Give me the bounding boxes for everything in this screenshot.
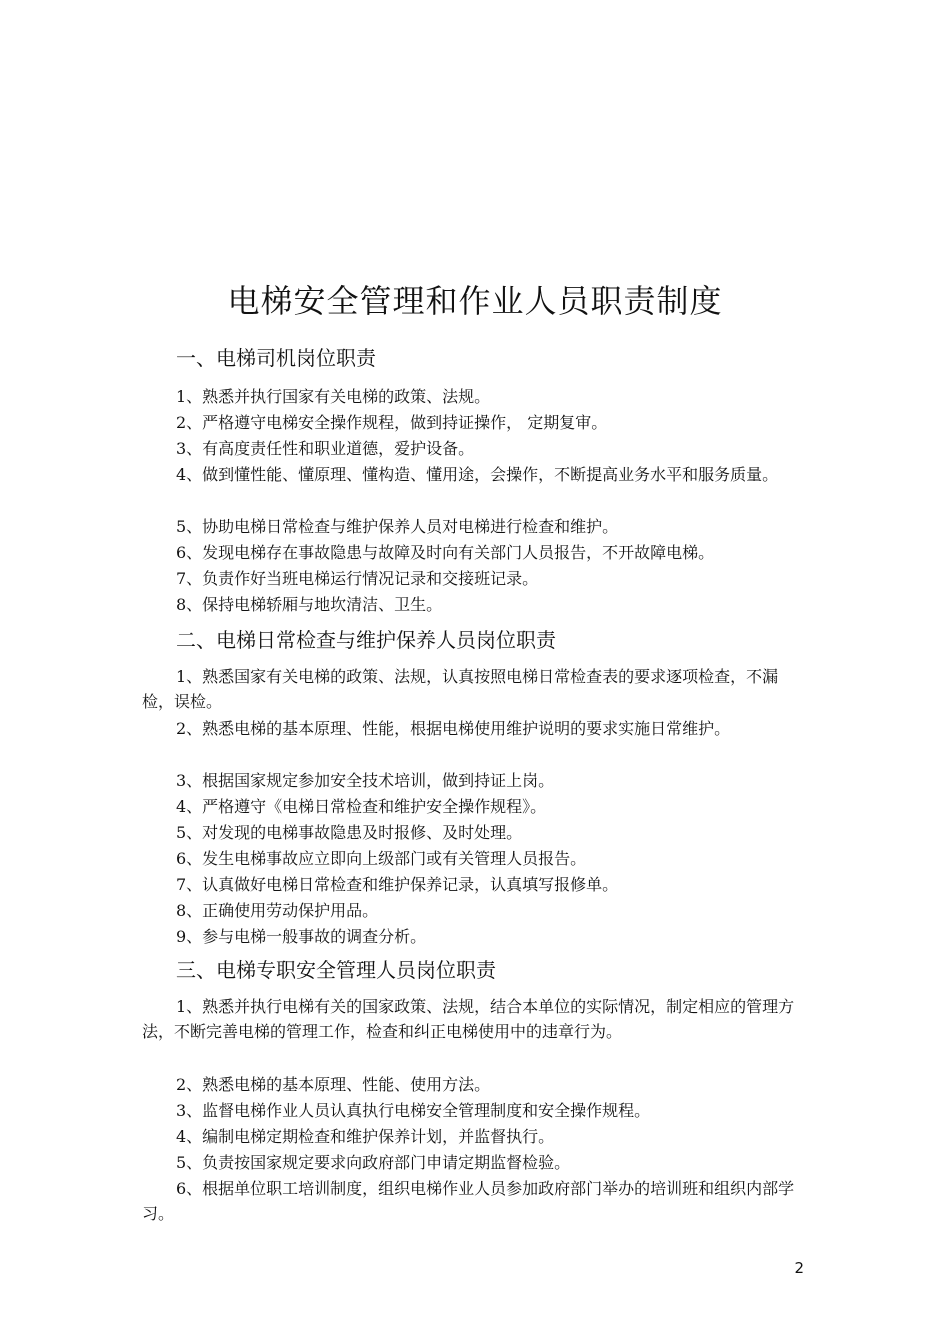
list-item: 6、发现电梯存在事故隐患与故障及时向有关部门人员报告，不开故障电梯。	[176, 543, 715, 562]
list-item: 4、做到懂性能、懂原理、懂构造、懂用途，会操作，不断提高业务水平和服务质量。	[176, 465, 779, 484]
list-item: 1、熟悉并执行电梯有关的国家政策、法规，结合本单位的实际情况，制定相应的管理方法，不断完善电梯的管理工作，检查和纠正电梯使用中的违章行为。	[142, 997, 795, 1041]
list-item: 8、正确使用劳动保护用品。	[176, 901, 379, 920]
list-item: 3、有高度责任性和职业道德，爱护设备。	[176, 439, 475, 458]
list-item: 5、负责按国家规定要求向政府部门申请定期监督检验。	[176, 1153, 571, 1172]
list-item: 6、根据单位职工培训制度，组织电梯作业人员参加政府部门举办的培训班和组织内部学习。	[142, 1179, 795, 1223]
list-item: 9、参与电梯一般事故的调查分析。	[176, 927, 427, 946]
list-item: 2、严格遵守电梯安全操作规程，做到持证操作， 定期复审。	[176, 413, 608, 432]
list-item: 7、认真做好电梯日常检查和维护保养记录，认真填写报修单。	[176, 875, 619, 894]
list-item: 2、熟悉电梯的基本原理、性能、使用方法。	[176, 1075, 491, 1094]
list-item: 4、严格遵守《电梯日常检查和维护安全操作规程》。	[176, 797, 547, 816]
page-number: 2	[794, 1259, 804, 1277]
list-item: 6、发生电梯事故应立即向上级部门或有关管理人员报告。	[176, 849, 587, 868]
list-item: 3、监督电梯作业人员认真执行电梯安全管理制度和安全操作规程。	[176, 1101, 651, 1120]
list-item: 2、熟悉电梯的基本原理、性能，根据电梯使用维护说明的要求实施日常维护。	[176, 719, 731, 738]
document-title: 电梯安全管理和作业人员职责制度	[227, 282, 723, 320]
list-item: 8、保持电梯轿厢与地坎清洁、卫生。	[176, 595, 443, 614]
section-heading-safety-manager: 三、电梯专职安全管理人员岗位职责	[176, 958, 496, 982]
list-item: 5、对发现的电梯事故隐患及时报修、及时处理。	[176, 823, 523, 842]
list-item: 4、编制电梯定期检查和维护保养计划，并监督执行。	[176, 1127, 555, 1146]
list-item: 1、熟悉国家有关电梯的政策、法规，认真按照电梯日常检查表的要求逐项检查，不漏检，误检。	[142, 667, 779, 711]
section-heading-maintenance: 二、电梯日常检查与维护保养人员岗位职责	[176, 628, 556, 652]
section-heading-driver: 一、电梯司机岗位职责	[176, 346, 376, 370]
list-item: 7、负责作好当班电梯运行情况记录和交接班记录。	[176, 569, 539, 588]
list-item: 1、熟悉并执行国家有关电梯的政策、法规。	[176, 387, 491, 406]
list-item: 3、根据国家规定参加安全技术培训，做到持证上岗。	[176, 771, 555, 790]
list-item: 5、协助电梯日常检查与维护保养人员对电梯进行检查和维护。	[176, 517, 619, 536]
